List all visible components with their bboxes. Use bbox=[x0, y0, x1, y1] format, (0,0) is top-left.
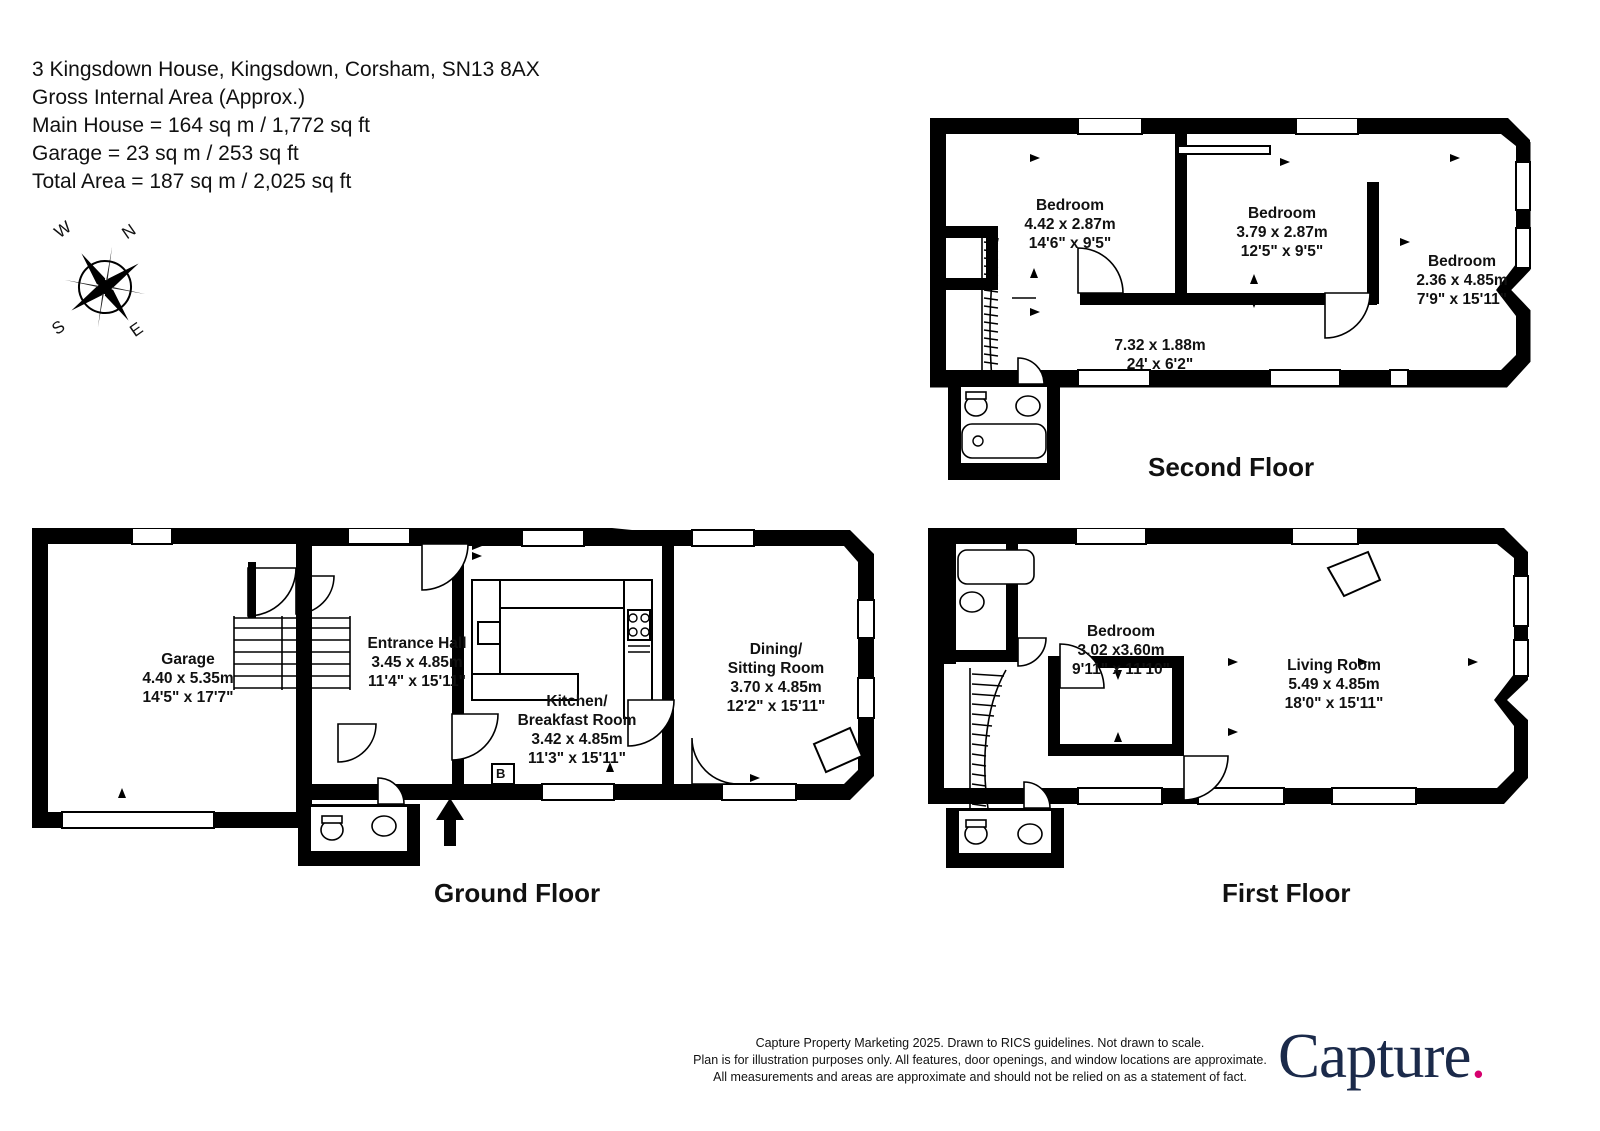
area-title: Gross Internal Area (Approx.) bbox=[32, 86, 306, 109]
capture-logo bbox=[1278, 1020, 1485, 1093]
entrance-hall-label: Entrance Hall 3.45 x 4.85m 11'4" x 15'11" bbox=[367, 635, 467, 690]
second-bedroom-3-label: Bedroom 2.36 x 4.85m 7'9" x 15'11" bbox=[1416, 253, 1508, 308]
brand-dot: . bbox=[1470, 1021, 1486, 1091]
total-area: Total Area = 187 sq m / 2,025 sq ft bbox=[32, 170, 352, 193]
compass-east-label: E bbox=[126, 318, 147, 341]
first-floor-plan bbox=[928, 528, 1548, 868]
second-landing-label: 7.32 x 1.88m 24' x 6'2" bbox=[1114, 337, 1206, 373]
footer-line-3: All measurements and areas are approximate and should not be relied on as a statement of fact. bbox=[713, 1070, 1247, 1084]
footer-line-2: Plan is for illustration purposes only. All features, door openings, and window locations are approximate. bbox=[693, 1053, 1267, 1067]
garage-label: Garage 4.40 x 5.35m 14'5" x 17'7" bbox=[142, 651, 234, 706]
plan-header bbox=[32, 56, 732, 196]
second-bedroom-2-label: Bedroom 3.79 x 2.87m 12'5" x 9'5" bbox=[1236, 205, 1328, 260]
compass-west-label: W bbox=[50, 217, 75, 242]
second-bedroom-1-label: Bedroom 4.42 x 2.87m 14'6" x 9'5" bbox=[1024, 197, 1116, 252]
compass-south-label: S bbox=[48, 316, 69, 339]
ground-floor-label: Ground Floor bbox=[434, 878, 601, 908]
first-bedroom-label: Bedroom 3.02 x3.60m 9'11" x 11'10" bbox=[1072, 623, 1170, 678]
brand-name: Capture bbox=[1278, 1021, 1471, 1091]
boiler-label: B bbox=[496, 766, 506, 781]
ground-floor-plan bbox=[32, 528, 902, 868]
garage-area: Garage = 23 sq m / 253 sq ft bbox=[32, 142, 299, 165]
compass-north-label: N bbox=[118, 220, 140, 243]
property-address: 3 Kingsdown House, Kingsdown, Corsham, SN13 8AX bbox=[32, 58, 540, 81]
second-floor-plan bbox=[930, 118, 1550, 508]
footer-disclaimer bbox=[680, 1035, 1280, 1086]
footer-line-1: Capture Property Marketing 2025. Drawn to RICS guidelines. Not drawn to scale. bbox=[755, 1036, 1205, 1050]
main-house-area: Main House = 164 sq m / 1,772 sq ft bbox=[32, 114, 370, 137]
dining-sitting-room-label: Dining/ Sitting Room 3.70 x 4.85m 12'2" x 15'11" bbox=[726, 641, 826, 715]
first-floor-label: First Floor bbox=[1222, 878, 1351, 908]
second-floor-label: Second Floor bbox=[1148, 452, 1315, 482]
first-living-room-label: Living Room 5.49 x 4.85m 18'0" x 15'11" bbox=[1284, 657, 1384, 712]
kitchen-breakfast-room-label: Kitchen/ Breakfast Room 3.42 x 4.85m 11'3" x 15'11" bbox=[517, 693, 637, 767]
compass-rose bbox=[45, 217, 165, 346]
